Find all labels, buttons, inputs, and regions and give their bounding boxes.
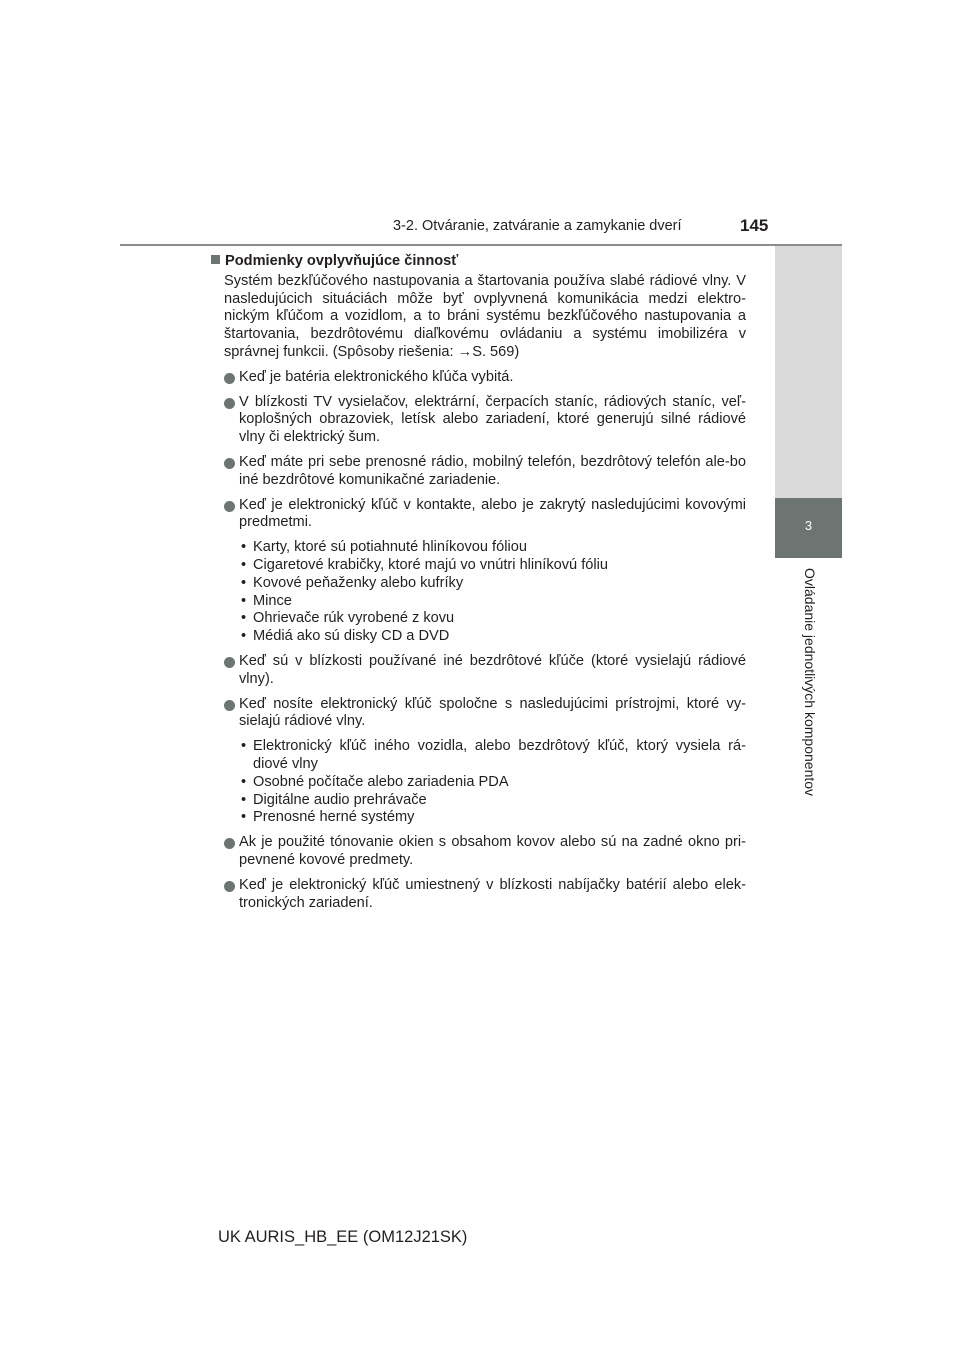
condition-item	[211, 454, 746, 490]
intro-paragraph: Systém bezkľúčového nastupovania a štartovania používa slabé rádiové vlny. V nasledujúcich situáciách môže byť ovplyvnená komunikácia medzi elektro-nickým kľúčom a vozidlom, a to bráni systému bezkľúčového nastupovania a štartovania, bezdrôtovému diaľkovému ovládaniu a systému imobilizéra v správnej funkcii. (Spôsoby riešenia: →S. 569)	[224, 272, 746, 360]
sublist-item: • Cigaretové krabičky, ktoré majú vo vnútri hliníkovú fóliu	[239, 557, 746, 575]
bullet-dot-icon	[224, 458, 235, 469]
bullet-dot-icon	[224, 838, 235, 849]
bullet-dot-icon	[224, 881, 235, 892]
sublist-item: • Kovové peňaženky alebo kufríky	[239, 575, 746, 593]
chapter-tab-label: Ovládanie jednotlivých komponentov	[802, 568, 818, 797]
condition-text: Ak je použité tónovanie okien s obsahom kovov alebo sú na zadné okno pri-pevnené kovové predmety.	[239, 834, 746, 868]
condition-text: Keď je elektronický kľúč v kontakte, alebo je zakrytý nasledujúcimi kovovými predmetmi.	[239, 496, 746, 531]
condition-sublist	[211, 738, 746, 827]
section-heading	[211, 253, 746, 271]
bullet-dot-icon	[224, 398, 235, 409]
condition-text: Keď je elektronický kľúč umiestnený v blízkosti nabíjačky batérií alebo elek-tronických zariadení.	[239, 876, 746, 911]
condition-list	[211, 369, 746, 913]
sublist-item: • Digitálne audio prehrávače	[239, 792, 746, 810]
condition-item	[211, 877, 746, 913]
condition-text: Keď máte pri sebe prenosné rádio, mobilný telefón, bezdrôtový telefón ale-bo iné bezdrôtové komunikačné zariadenie.	[239, 453, 746, 488]
condition-item	[211, 369, 746, 387]
condition-item	[211, 696, 746, 732]
chapter-tab-number: 3	[804, 518, 813, 533]
sublist-item: • Prenosné herné systémy	[239, 809, 746, 827]
heading-square-icon	[211, 255, 220, 264]
sublist-item: • Mince	[239, 593, 746, 611]
sublist-item: • Elektronický kľúč iného vozidla, alebo bezdrôtový kľúč, ktorý vysiela rá-diové vlny	[239, 738, 746, 774]
condition-text: Keď je batéria elektronického kľúča vybitá.	[239, 368, 514, 385]
section-heading-text: Podmienky ovplyvňujúce činnosť	[225, 253, 459, 269]
sublist-item: • Osobné počítače alebo zariadenia PDA	[239, 774, 746, 792]
condition-text: V blízkosti TV vysielačov, elektrární, čerpacích staníc, rádiových staníc, veľ-koplošných obrazoviek, letísk alebo zariadení, ktoré generujú silné rádiové vlny či elektrický šum.	[239, 393, 746, 446]
page-number: 145	[740, 216, 769, 235]
condition-item	[211, 497, 746, 533]
condition-sublist	[211, 539, 746, 646]
sublist-item: • Ohrievače rúk vyrobené z kovu	[239, 610, 746, 628]
sublist-item: • Médiá ako sú disky CD a DVD	[239, 628, 746, 646]
condition-text: Keď nosíte elektronický kľúč spoločne s nasledujúcimi prístrojmi, ktoré vy-sielajú rádiové vlny.	[239, 695, 746, 730]
bullet-dot-icon	[224, 700, 235, 711]
header-section-title: 3-2. Otváranie, zatváranie a zamykanie dverí	[393, 218, 682, 234]
sublist-item: • Karty, ktoré sú potiahnuté hliníkovou fóliou	[239, 539, 746, 557]
condition-text: Keď sú v blízkosti používané iné bezdrôtové kľúče (ktoré vysielajú rádiové vlny).	[239, 652, 746, 687]
footer-doc-code: UK AURIS_HB_EE (OM12J21SK)	[218, 1228, 468, 1246]
side-margin-band	[775, 246, 842, 498]
bullet-dot-icon	[224, 373, 235, 384]
condition-item	[211, 653, 746, 689]
condition-item	[211, 834, 746, 870]
page-content	[211, 250, 746, 912]
bullet-dot-icon	[224, 501, 235, 512]
bullet-dot-icon	[224, 657, 235, 668]
header-rule	[120, 244, 842, 246]
condition-item	[211, 394, 746, 447]
